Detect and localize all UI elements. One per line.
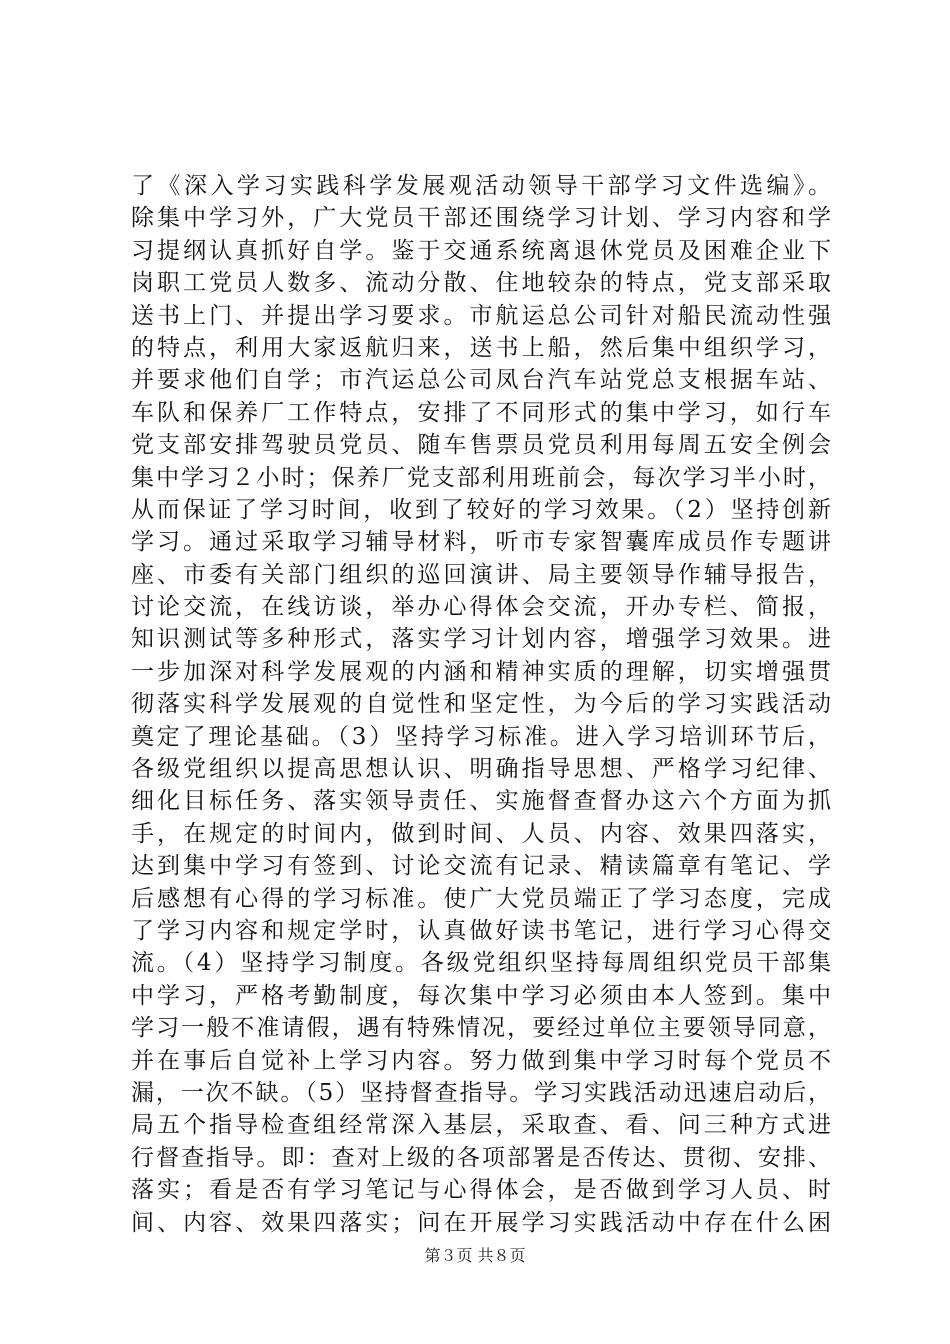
text-line: 的特点，利用大家返航归来，送书上船，然后集中组织学习， <box>131 334 831 361</box>
text-line: 一步加深对科学发展观的内涵和精神实质的理解，切实增强贯 <box>131 658 831 685</box>
text-line: 并在事后自觉补上学习内容。努力做到集中学习时每个党员不 <box>131 1047 831 1074</box>
text-line: 行督查指导。即：查对上级的各项部署是否传达、贯彻、安排、 <box>131 1144 831 1171</box>
text-line: 各级党组织以提高思想认识、明确指导思想、严格学习纪律、 <box>131 756 831 783</box>
text-line: 习提纲认真抓好自学。鉴于交通系统离退休党员及困难企业下 <box>131 237 831 264</box>
text-line: 党支部安排驾驶员党员、随车售票员党员利用每周五安全例会 <box>131 432 831 459</box>
text-line: 从而保证了学习时间，收到了较好的学习效果。（2）坚持创新 <box>131 496 831 523</box>
body-paragraph <box>131 170 831 1239</box>
page-footer: 第３页 共８页 <box>424 1246 526 1265</box>
text-line: 岗职工党员人数多、流动分散、住地较杂的特点，党支部采取 <box>131 270 831 297</box>
text-line: 知识测试等多种形式，落实学习计划内容，增强学习效果。进 <box>131 626 831 653</box>
text-line: 奠定了理论基础。（3）坚持学习标准。进入学习培训环节后， <box>131 723 831 750</box>
text-line: 除集中学习外，广大党员干部还围绕学习计划、学习内容和学 <box>131 205 831 232</box>
text-line: 中学习，严格考勤制度，每次集中学习必须由本人签到。集中 <box>131 982 831 1009</box>
text-line: 彻落实科学发展观的自觉性和坚定性，为今后的学习实践活动 <box>131 691 831 718</box>
text-line: 座、市委有关部门组织的巡回演讲、局主要领导作辅导报告， <box>131 561 831 588</box>
text-line: 并要求他们自学；市汽运总公司凤台汽车站党总支根据车站、 <box>131 367 831 394</box>
text-line: 落实；看是否有学习笔记与心得体会，是否做到学习人员、时 <box>131 1177 831 1204</box>
text-line: 了《深入学习实践科学发展观活动领导干部学习文件选编》。 <box>131 173 831 199</box>
text-line: 集中学习２小时；保养厂党支部利用班前会，每次学习半小时， <box>131 464 831 491</box>
text-line: 了学习内容和规定学时，认真做好读书笔记，进行学习心得交 <box>131 917 831 944</box>
text-line: 学习一般不准请假，遇有特殊情况，要经过单位主要领导同意， <box>131 1015 831 1042</box>
text-line: 车队和保养厂工作特点，安排了不同形式的集中学习，如行车 <box>131 399 831 426</box>
text-line: 后感想有心得的学习标准。使广大党员端正了学习态度，完成 <box>131 885 831 912</box>
text-line: 学习。通过采取学习辅导材料，听市专家智囊库成员作专题讲 <box>131 529 831 556</box>
text-line: 流。（4）坚持学习制度。各级党组织坚持每周组织党员干部集 <box>131 950 831 977</box>
text-line: 讨论交流，在线访谈，举办心得体会交流，开办专栏、简报， <box>131 594 831 621</box>
text-line: 间、内容、效果四落实；问在开展学习实践活动中存在什么困 <box>131 1209 831 1236</box>
text-line: 手，在规定的时间内，做到时间、人员、内容、效果四落实， <box>131 820 831 847</box>
text-line: 漏，一次不缺。（5）坚持督查指导。学习实践活动迅速启动后， <box>131 1079 831 1106</box>
text-line: 达到集中学习有签到、讨论交流有记录、精读篇章有笔记、学 <box>131 853 831 880</box>
text-line: 局五个指导检查组经常深入基层，采取查、看、问三种方式进 <box>131 1112 831 1139</box>
text-line: 送书上门、并提出学习要求。市航运总公司针对船民流动性强 <box>131 302 831 329</box>
text-line: 细化目标任务、落实领导责任、实施督查督办这六个方面为抓 <box>131 788 831 815</box>
